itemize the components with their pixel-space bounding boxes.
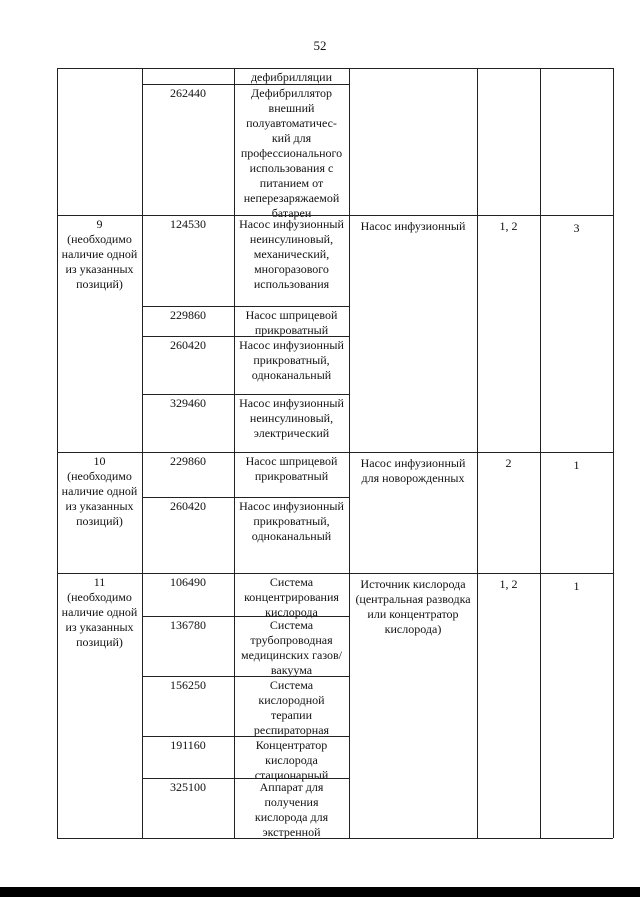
device-code: 156250 — [170, 678, 206, 692]
required-quantity: 1 — [573, 579, 580, 593]
device-row-separator — [142, 778, 349, 779]
column-divider — [234, 68, 235, 838]
device-name: Концентратор кислорода стационарный — [254, 738, 329, 782]
group-number: 10 — [93, 454, 106, 468]
group-separator — [57, 215, 613, 216]
device-row-separator — [142, 616, 349, 617]
table-border-right — [613, 68, 614, 838]
page-number: 52 — [313, 38, 327, 53]
column-divider — [477, 68, 478, 838]
device-code: 106490 — [170, 575, 206, 589]
device-row-separator — [142, 84, 349, 85]
group-separator — [57, 573, 613, 574]
column-divider — [349, 68, 350, 838]
group-note: (необходимо наличие одной из указанных позиций) — [61, 590, 138, 649]
device-code: 229860 — [170, 308, 206, 322]
equipment-category: Источник кислорода (центральная разводка или концентратор кислорода) — [355, 577, 471, 636]
requirement-codes: 2 — [505, 456, 512, 470]
device-row-separator — [142, 736, 349, 737]
required-quantity: 1 — [573, 458, 580, 472]
device-row-separator — [142, 394, 349, 395]
group-number: 11 — [93, 575, 106, 589]
device-row-separator — [142, 306, 349, 307]
device-code: 325100 — [170, 780, 206, 794]
table-border-left — [57, 68, 58, 838]
device-name: Дефибриллятор внешний полуавтоматичес-кий для профессионального использования с питанием от неперезаряжаемой батареи — [240, 86, 343, 220]
device-row-separator — [142, 336, 349, 337]
group-separator — [57, 452, 613, 453]
equipment-category: Насос инфузионный — [360, 219, 466, 233]
device-code: 329460 — [170, 396, 206, 410]
device-name: Насос инфузионный прикроватный, одноканальный — [239, 338, 344, 382]
device-name: Аппарат для получения кислорода для экстренной — [254, 780, 329, 839]
device-code: 229860 — [170, 454, 206, 468]
device-row-separator — [142, 676, 349, 677]
device-name: Насос инфузионный неинсулиновый, электрический — [239, 396, 344, 440]
device-name: Насос шприцевой прикроватный — [245, 454, 338, 483]
device-code: 260420 — [170, 499, 206, 513]
column-divider — [540, 68, 541, 838]
device-name: Насос шприцевой прикроватный — [245, 308, 338, 337]
device-code: 124530 — [170, 217, 206, 231]
group-separator — [57, 68, 613, 69]
column-divider — [142, 68, 143, 838]
requirement-codes: 1, 2 — [499, 219, 518, 233]
group-note: (необходимо наличие одной из указанных позиций) — [61, 469, 138, 528]
device-name: Система трубопроводная медицинских газов/вакуума — [240, 618, 343, 677]
group-note: (необходимо наличие одной из указанных позиций) — [61, 232, 138, 291]
device-name: Система кислородной терапии респираторная — [253, 678, 330, 737]
required-quantity: 3 — [573, 221, 580, 235]
equipment-category: Насос инфузионный для новорожденных — [360, 456, 466, 485]
device-code: 262440 — [170, 86, 206, 100]
requirement-codes: 1, 2 — [499, 577, 518, 591]
device-name: Насос инфузионный прикроватный, одноканальный — [239, 499, 344, 543]
device-name: Система концентрирования кислорода — [244, 575, 339, 619]
device-code: 260420 — [170, 338, 206, 352]
scan-bottom-edge — [0, 887, 640, 897]
device-code: 191160 — [170, 738, 206, 752]
device-row-separator — [142, 497, 349, 498]
device-name: Насос инфузионный неинсулиновый, механический, многоразового использования — [239, 217, 344, 291]
device-code: 136780 — [170, 618, 206, 632]
device-name: дефибрилляции — [250, 70, 333, 84]
group-number: 9 — [96, 217, 103, 231]
